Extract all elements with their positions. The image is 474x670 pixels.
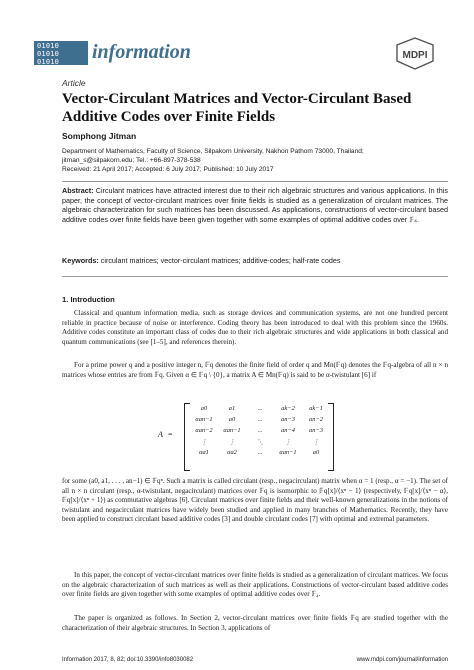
article-type: Article (62, 78, 86, 88)
matrix-cell: ... (257, 427, 263, 434)
matrix-cell: αan−1 (195, 416, 213, 423)
matrix-cell: ⋮ (284, 439, 292, 446)
publisher-name: MDPI (402, 50, 428, 61)
keywords (62, 256, 448, 266)
section-heading: 1. Introduction (62, 295, 115, 304)
affiliation-line: Department of Mathematics, Faculty of Science, Silpakorn University, Nakhon Pathom 73000, Thailand; (62, 148, 364, 155)
paragraph: Classical and quantum information media, such as storage devices and communication systems, are not one hundred percent reliable in practice because of noise or interference. Coding theory has been introduced to deal with this problem since the 1960s. Additive codes constitute an important class of codes due to their rich algebraic structures and wide applications in both classical and quantum communications (see [1–5], and references therein). (62, 309, 448, 346)
matrix-cell: αa2 (227, 449, 237, 456)
matrix-cell: a1 (228, 405, 236, 412)
matrix-cell: a0 (200, 405, 208, 412)
logo-line: 01010 (37, 58, 60, 66)
divider (62, 181, 448, 182)
matrix-cell: an−3 (309, 427, 323, 434)
logo-line: 01010 (37, 42, 60, 50)
matrix-cell: a0 (312, 449, 320, 456)
matrix-equals: = (168, 430, 173, 439)
matrix-cell: ⋮ (312, 439, 320, 446)
keywords-text: circulant matrices; vector-circulant matrices; additive-codes; half-rate codes (100, 256, 341, 265)
matrix-cell: a0 (228, 416, 236, 423)
abstract (62, 186, 448, 224)
author: Somphong Jitman (62, 131, 137, 141)
abstract-text: Circulant matrices have attracted interest due to their rich algebraic structures and various applications. In this paper, the concept of vector-circulant matrices over finite fields is studied as a generalization of circulant matrices. The algebraic characterization for such matrices has been discussed. As applications, constructions of vector-circulant based additive codes over finite fields have been given together with some examples of optimal additive codes over 𝔽₄. (62, 186, 448, 224)
logo-line: 01010 (37, 50, 60, 58)
matrix-grid (190, 405, 330, 460)
keywords-label: Keywords: (62, 256, 99, 265)
divider (62, 276, 448, 277)
matrix-cell: αa1 (199, 449, 209, 456)
matrix-cell: ... (257, 449, 263, 456)
matrix-cell: ⋱ (256, 439, 264, 446)
journal-name: information (92, 41, 191, 63)
matrix-cell: an−3 (281, 416, 295, 423)
paragraph: The paper is organized as follows. In Section 2, vector-circulant matrices over finite fields 𝔽q are studied together with the characterization of their algebraic structures. In Section 3, applications of (62, 614, 448, 632)
matrix-lhs: A (158, 430, 163, 439)
affiliation (62, 147, 452, 165)
publication-dates: Received: 21 April 2017; Accepted: 6 July 2017; Published: 10 July 2017 (62, 166, 274, 173)
paragraph: For a prime power q and a positive integer n, 𝔽q denotes the finite field of order q and Mn(𝔽q) denotes the 𝔽q-algebra of all n × n matrices whose entries are from 𝔽q. Given α ∈ 𝔽q \ {0}, a matrix A ∈ Mn(𝔽q) is said to be α-twistulant [6] if (62, 361, 448, 379)
abstract-label: Abstract: (62, 186, 94, 195)
matrix-cell: ak−1 (309, 405, 323, 412)
matrix-cell: ⋮ (228, 439, 236, 446)
page-footer (62, 657, 448, 663)
matrix-cell: αan−1 (223, 427, 241, 434)
matrix-cell: αan−2 (195, 427, 213, 434)
matrix-cell: an−4 (281, 427, 295, 434)
mdpi-logo (393, 37, 437, 71)
paragraph: for some (a0, a1, . . . , an−1) ∈ 𝔽qⁿ. Such a matrix is called circulant (resp., negacirculant) matrix when α = 1 (resp., α = −1). The set of all n × n circulant (resp., α-twistulant, negacirculant) matrices over 𝔽q is isomorphic to 𝔽q[x]/⟨xⁿ − 1⟩ (respectively, 𝔽q[x]/⟨xⁿ − α⟩, 𝔽q[x]/⟨xⁿ + 1⟩) as commutative algebras [6]. Circulant matrices over finite fields and their well-known generalizations in the notions of twistulant and negacirculant matrices have widely been studied and applied in many branches of Mathematics. Recently, they have been applied to construct circulant based additive codes [3] and double circulant codes [7] with optimal and extremal parameters. (62, 477, 448, 524)
journal-url[interactable]: www.mdpi.com/journal/information (356, 657, 448, 663)
contact-line: jitman_s@silpakorn.edu; Tel.: +66-897-378-538 (62, 157, 201, 164)
journal-logo (34, 41, 88, 65)
matrix-cell: ... (257, 416, 263, 423)
paper-title: Vector-Circulant Matrices and Vector-Circulant Based Additive Codes over Finite Fields (62, 91, 412, 125)
matrix-cell: αan−1 (279, 449, 297, 456)
paragraph: In this paper, the concept of vector-circulant matrices over finite fields is studied as a generalization of circulant matrices. We focus on the algebraic characterization of such matrices as well as their applications. Constructions of vector-circulant based additive codes over finite fields are given together with some examples of optimal additive codes over 𝔽₄. (62, 571, 448, 599)
matrix-cell: an−2 (309, 416, 323, 423)
citation-line: Information 2017, 8, 82; doi:10.3390/info8030082 (62, 657, 194, 663)
matrix-cell: ⋮ (200, 439, 208, 446)
matrix-cell: ... (257, 405, 263, 412)
matrix-cell: ak−2 (281, 405, 295, 412)
